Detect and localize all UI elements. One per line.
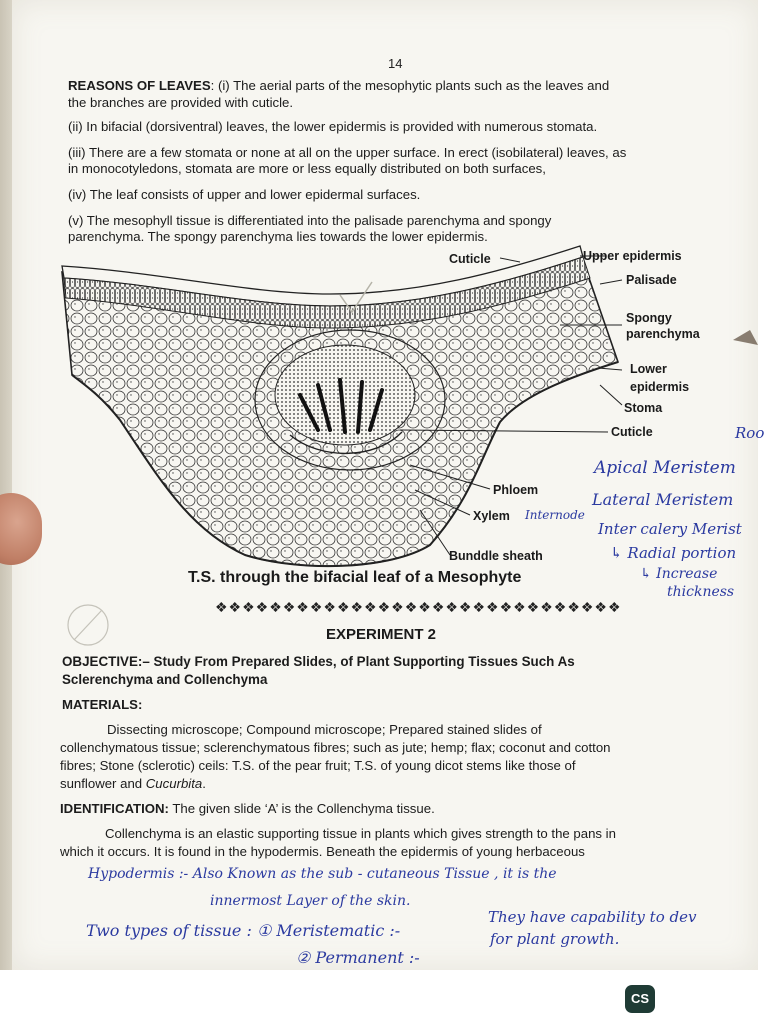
materials-cucurbita: Cucurbita	[145, 776, 203, 791]
handwritten-root: Roo	[735, 424, 765, 442]
ornamental-divider: ❖❖❖❖❖❖❖❖❖❖❖❖❖❖❖❖❖❖❖❖❖❖❖❖❖❖❖❖❖❖	[215, 599, 622, 615]
label-lower-epidermis-1: Lower	[630, 362, 667, 376]
handwritten-lateral: Lateral Meristem	[592, 490, 734, 509]
label-lower-epidermis-2: epidermis	[630, 380, 690, 394]
label-phloem: Phloem	[493, 483, 539, 497]
label-xylem: Xylem	[473, 509, 510, 523]
objective-line-b: Sclerenchyma and Collenchyma	[62, 672, 268, 687]
reasons-line-iii-b: in monocotyledons, stomata are more or less equally distributed on both surfaces,	[68, 161, 546, 176]
label-upper-epidermis: Upper epidermis	[583, 249, 682, 263]
label-spongy-2: parenchyma	[626, 327, 700, 341]
label-spongy-1: Spongy	[626, 311, 672, 325]
experiment-title: EXPERIMENT 2	[326, 626, 437, 643]
handwritten-intercalary: Inter calery Merist	[598, 520, 742, 538]
materials-line-c: fibres; Stone (sclerotic) ceils: T.S. of the pear fruit; T.S. of young dicot stems like those of	[60, 758, 576, 773]
handwritten-radial: ↳ Radial portion	[610, 544, 737, 562]
objective-text-a: Study From Prepared Slides, of Plant Supporting Tissues Such As	[153, 654, 575, 669]
handwritten-capability-a: They have capability to dev	[488, 908, 697, 926]
body-line-b: which it occurs. It is found in the hypodermis. Beneath the epidermis of young herbaceous	[60, 844, 585, 859]
reasons-text-i-a: : (i) The aerial parts of the mesophytic plants such as the leaves and	[210, 78, 610, 93]
reasons-line-2: the branches are provided with cuticle.	[68, 95, 294, 110]
materials-text-d: sunflower and	[60, 776, 146, 791]
handwritten-increase: ↳ Increase	[640, 566, 718, 582]
handwritten-capability-b: for plant growth.	[490, 930, 620, 948]
handwritten-hypodermis-b: innermost Layer of the skin.	[210, 893, 411, 909]
materials-text-d-end: .	[202, 776, 206, 791]
reasons-line-v-a: (v) The mesophyll tissue is differentiated into the palisade parenchyma and spongy	[68, 213, 552, 228]
reasons-heading: REASONS OF LEAVES	[68, 78, 211, 93]
reasons-line-iii-a: (iii) There are a few stomata or none at all on the upper surface. In erect (isobilateral) leaves, as	[68, 145, 627, 160]
reasons-line-v-b: parenchyma. The spongy parenchyma lies towards the lower epidermis.	[68, 229, 488, 244]
handwritten-apical: Apical Meristem	[594, 458, 736, 478]
label-stoma: Stoma	[624, 401, 663, 415]
materials-line-a: Dissecting microscope; Compound microscope; Prepared stained slides of	[107, 722, 542, 737]
identification-label: IDENTIFICATION:	[60, 801, 169, 816]
page-number: 14	[388, 56, 403, 71]
label-bundle-sheath: Bunddle sheath	[449, 549, 543, 563]
handwritten-internode: Internode	[525, 508, 585, 522]
label-cuticle-top: Cuticle	[449, 252, 491, 266]
materials-label: MATERIALS:	[62, 697, 143, 712]
reasons-line-iv: (iv) The leaf consists of upper and lower epidermal surfaces.	[68, 187, 421, 202]
body-line-a: Collenchyma is an elastic supporting tissue in plants which gives strength to the pans in	[105, 826, 616, 841]
handwritten-permanent: ② Permanent :-	[296, 948, 420, 967]
label-cuticle-bottom: Cuticle	[611, 425, 653, 439]
camscanner-badge: CS	[625, 985, 655, 1013]
label-palisade: Palisade	[626, 273, 677, 287]
objective-label: OBJECTIVE:–	[62, 654, 150, 669]
reasons-line-ii: (ii) In bifacial (dorsiventral) leaves, the lower epidermis is provided with numerous stomata.	[68, 119, 598, 134]
handwritten-hypodermis-a: Hypodermis :- Also Known as the sub - cutaneous Tissue , it is the	[88, 866, 557, 882]
handwritten-thickness: thickness	[667, 584, 735, 600]
diagram-caption: T.S. through the bifacial leaf of a Mesophyte	[188, 569, 522, 586]
handwritten-two-types: Two types of tissue : ① Meristematic :-	[86, 921, 401, 940]
materials-line-b: collenchymatous tissue; sclerenchymatous fibres; such as jute; hemp; flax; coconut and cotton	[60, 740, 611, 755]
identification-text: The given slide ‘A’ is the Collenchyma tissue.	[168, 801, 435, 816]
